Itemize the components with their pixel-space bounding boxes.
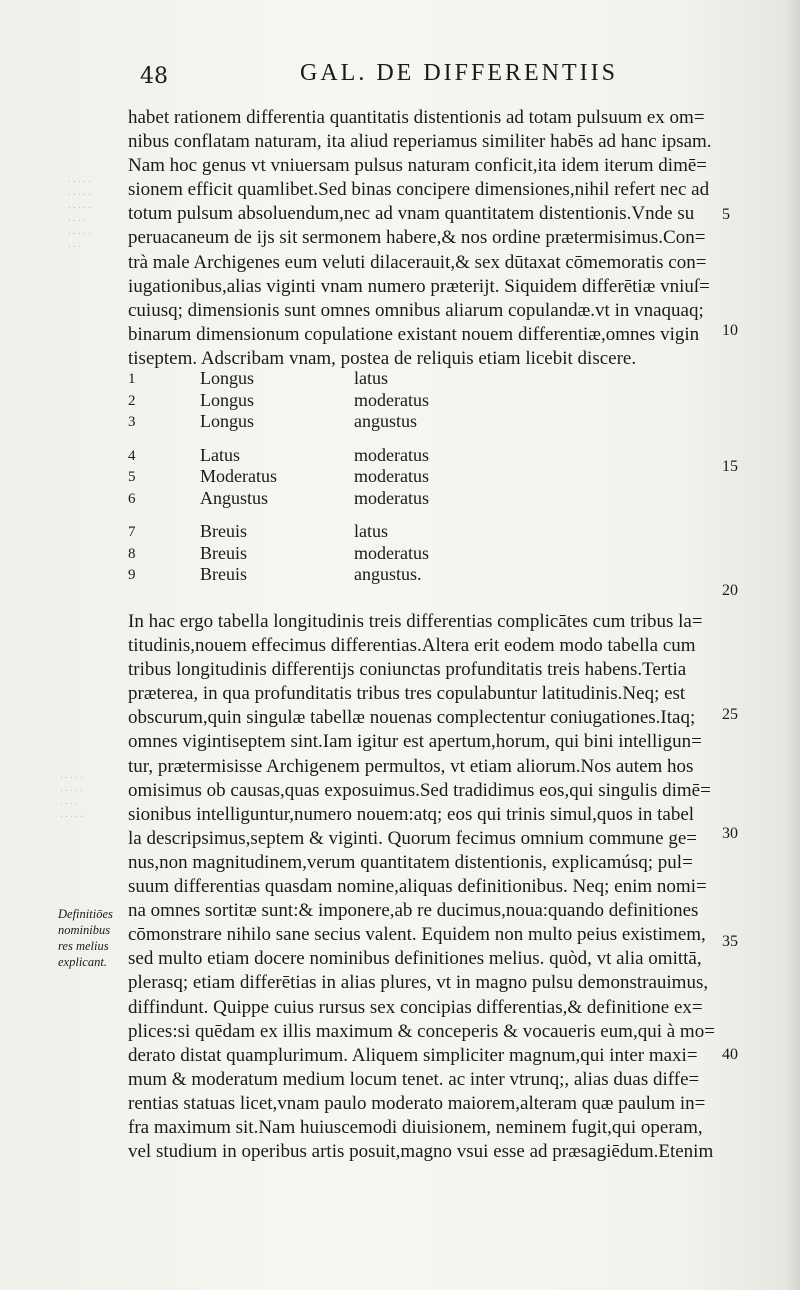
length-term: Latus [200,444,240,465]
text-line: cuiusq; dimensionis sunt omnes omnibus aliarum copulandæ.vt in vnaquaq; [128,299,704,321]
row-number: 9 [128,567,136,583]
row-number: 2 [128,392,136,409]
width-term: latus [354,521,388,541]
text-line: obscurum,quin singulæ tabellæ nouenas complectentur coniugationes.Itaq; [128,707,696,729]
length-term: Longus [200,389,254,410]
text-line: sionem efficit quamlibet.Sed binas concipere dimensiones,nihil refert nec ad [128,179,710,201]
margin-note-line: nominibus [58,923,111,937]
text-line: la descripsimus,septem & viginti. Quorum fecimus omnium commune ge= [128,827,698,849]
page-header [140,60,740,94]
length-term: Longus [200,411,254,431]
row-number: 3 [128,414,136,430]
text-line: Nam hoc genus vt vniuersam pulsus naturam conficit,ita idem iterum dimē= [128,155,707,177]
paragraph-2 [128,610,718,1164]
width-term: moderatus [354,389,429,410]
text-line: peruacaneum de ijs sit sermonem habere,& nos ordine prætermisimus.Con= [128,227,706,249]
line-number: 35 [722,933,738,950]
row-number: 5 [128,469,136,485]
text-line: nibus conflatam naturam, ita aliud reperiamus similiter habēs ad hanc ipsam. [128,131,712,153]
width-term: moderatus [354,542,429,563]
paragraph-1 [128,106,718,371]
line-number: 40 [722,1046,738,1063]
text-line: nus,non magnitudinem,verum quantitatem distentionis, explicamúsq; pul= [128,851,693,873]
row-number: 7 [128,524,136,540]
text-line: fra maximum sit.Nam huiuscemodi diuisionem, neminem fugit,qui operam, [128,1116,703,1138]
running-head: GAL. DE DIFFERENTIIS [300,60,618,86]
combinations-table [128,368,528,586]
text-line: omisimus ob causas,quas exposuimus.Sed tradidimus eos,qui singulis dimē= [128,779,711,801]
length-term: Breuis [200,564,247,584]
row-number: 4 [128,447,136,464]
row-number: 1 [128,371,136,387]
margin-note [58,906,128,970]
text-line: plerasq; etiam differētias in alias plures, vt in magno pulsu demonstrauimus, [128,972,709,994]
text-line: trà male Archigenes eum veluti dilacerauit,& sex dūtaxat cōmemoratis con= [128,251,707,273]
line-number: 30 [722,825,738,842]
text-line: tiseptem. Adscribam vnam, postea de reliquis etiam licebit discere. [128,347,637,369]
width-term: angustus [354,411,417,431]
line-number: 25 [722,706,738,723]
text-line: titudinis,nouem effecimus differentias.Altera erit eodem modo tabella cum [128,635,696,657]
line-number: 5 [722,206,730,223]
length-term: Breuis [200,542,247,563]
row-number: 8 [128,545,136,562]
width-term: moderatus [354,466,429,486]
text-line: habet rationem differentia quantitatis distentionis ad totam pulsuum ex om= [128,107,705,128]
text-line: mum & moderatum medium locum tenet. ac inter vtrunq;, alias duas diffe= [128,1068,700,1090]
text-line: In hac ergo tabella longitudinis treis differentias complicātes cum tribus la= [128,611,703,632]
table-row [128,564,528,586]
show-through-marginalia: · · · · · · · · · · · · · · · · · · · · · · · · · · · [68,177,91,253]
table-row [128,543,528,565]
width-term: angustus. [354,564,422,584]
text-line: suum differentias quasdam nomine,aliquas definitionibus. Neq; enim nomi= [128,876,707,898]
width-term: moderatus [354,487,429,508]
margin-note-line: res melius [58,939,109,953]
table-row [128,390,528,412]
text-line: totum pulsum absoluendum,nec ad vnam quantitatem distentionis.Vnde su [128,203,695,225]
text-line: binarum dimensionum copulatione existant nouem differentiæ,omnes vigin [128,323,700,345]
table-row [128,368,528,390]
text-line: præterea, in qua profunditatis tribus tres copulabuntur latitudinis.Neq; est [128,683,686,705]
text-line: plices:si quēdam ex illis maximum & conceperis & vocaueris eum,qui à mo= [128,1020,715,1042]
length-term: Angustus [200,487,269,508]
row-number: 6 [128,490,136,507]
width-term: moderatus [354,444,429,465]
text-line: omnes vigintiseptem sint.Iam igitur est apertum,horum, qui bini intelligun= [128,731,702,753]
margin-note-line: Definitiōes [58,907,113,921]
line-number: 10 [722,322,738,339]
show-through-marginalia: · · · · · · · · · · · · · · · · · · · [60,773,83,823]
text-line: cōmonstrare nihilo sane secius valent. Equidem non multo peius existimem, [128,924,706,946]
table-row [128,466,528,488]
line-number: 15 [722,458,738,475]
length-term: Moderatus [200,466,277,486]
text-line: diffindunt. Quippe cuius rursus sex concipias differentias,& definitione ex= [128,996,703,1018]
text-line: iugationibus,alias viginti vnam numero præterijt. Siquidem differētiæ vniuſ= [128,275,710,297]
text-line: vel studium in operibus artis posuit,magno vsui esse ad præsagiēdum.Etenim [128,1141,714,1163]
text-line: na omnes sortitæ sunt:& imponere,ab re ducimus,noua:quando definitiones [128,900,699,922]
text-line: rentias statuas licet,vnam paulo moderato maiorem,alteram quæ paulum in= [128,1092,706,1114]
text-line: tribus longitudinis differentijs coniunctas profunditatis treis habens.Tertia [128,659,687,681]
table-row [128,488,528,510]
margin-note-line: explicant. [58,955,107,969]
text-line: sionibus intelliguntur,numero nouem:atq; eos qui trinis simul,quos in tabel [128,803,695,825]
text-line: tur, prætermisisse Archigenem permultos, vt etiam aliorum.Nos autem hos [128,755,694,777]
table-row [128,445,528,467]
page-number: 48 [140,64,168,89]
text-line: derato distat quamplurimum. Aliquem simpliciter magnum,qui inter maxi= [128,1044,698,1066]
width-term: latus [354,368,388,388]
page-edge-shadow [786,0,800,1290]
length-term: Breuis [200,521,247,541]
table-row [128,521,528,543]
text-line: sed multo etiam docere nominibus definitiones melius. quòd, vt alia omittā, [128,948,702,970]
line-number: 20 [722,582,738,599]
table-row [128,411,528,433]
length-term: Longus [200,368,254,388]
